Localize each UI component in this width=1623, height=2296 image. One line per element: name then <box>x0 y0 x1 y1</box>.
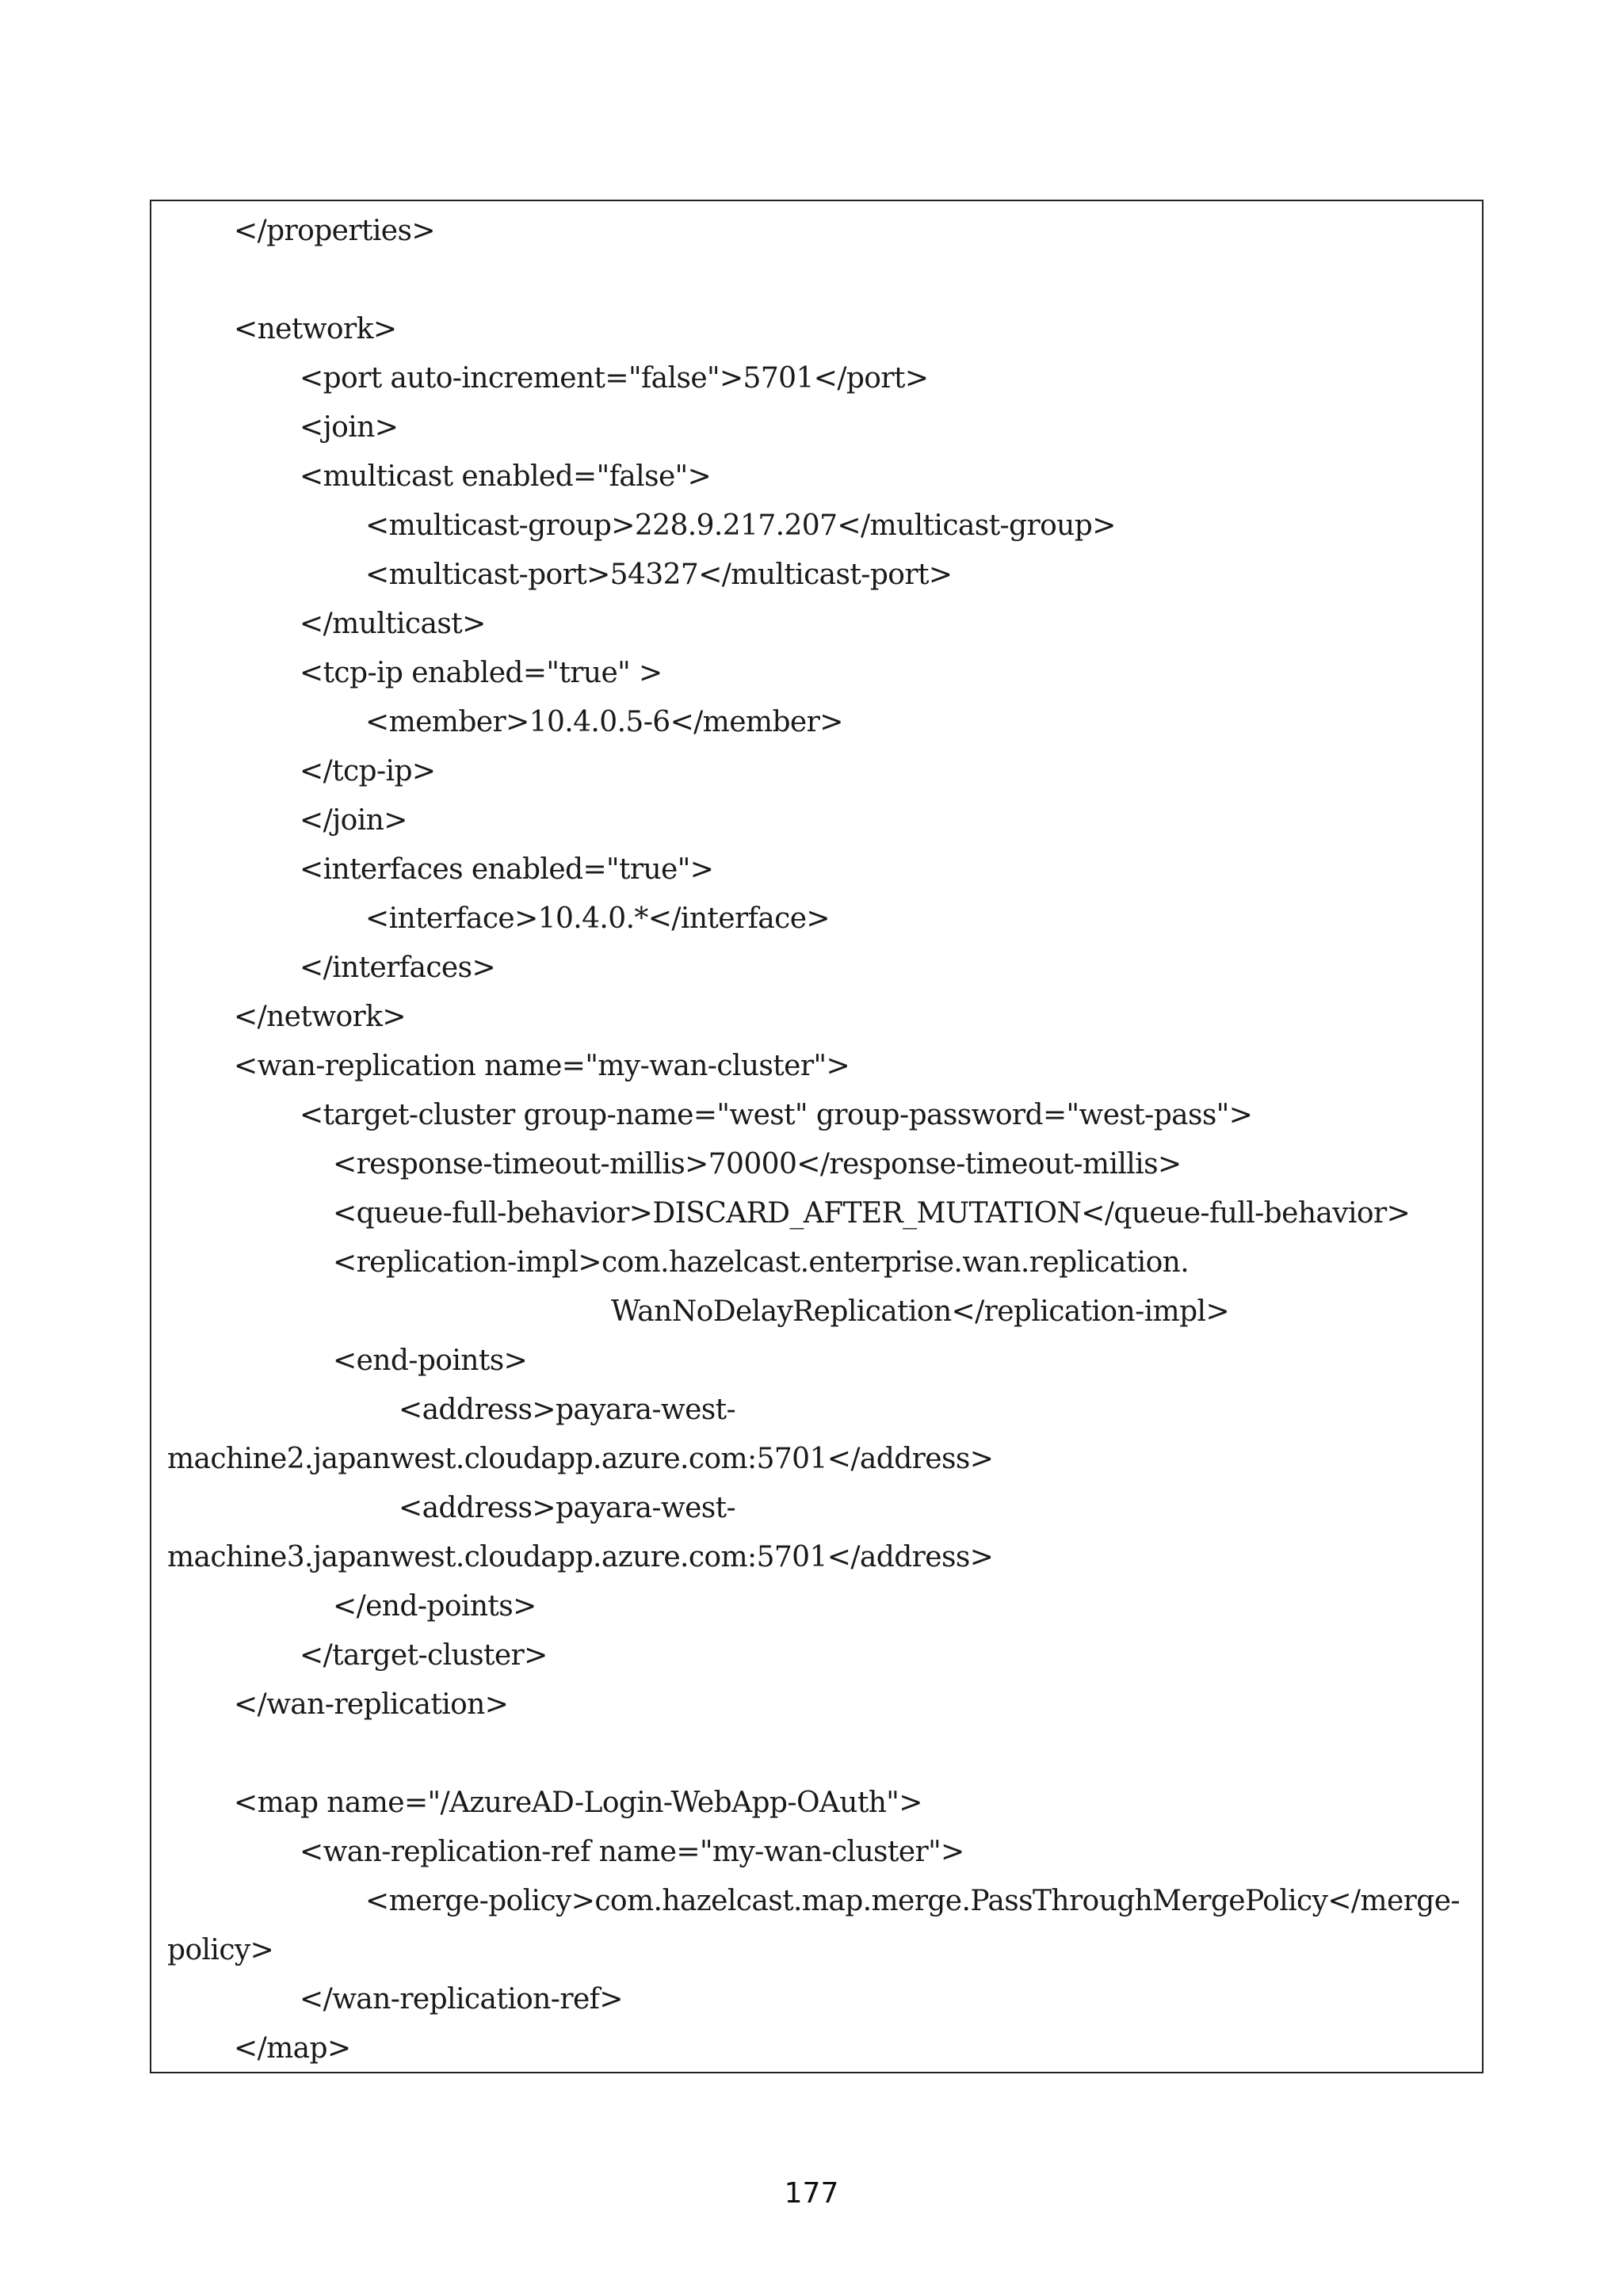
code-line: machine3.japanwest.cloudapp.azure.com:5701</address> <box>167 1541 994 1573</box>
code-line: <map name="/AzureAD-Login-WebApp-OAuth"> <box>234 1787 922 1819</box>
code-line: </network> <box>234 1001 406 1033</box>
code-line: WanNoDelayReplication</replication-impl> <box>611 1295 1230 1328</box>
code-line: </end-points> <box>333 1590 537 1623</box>
code-line: <interfaces enabled="true"> <box>300 853 714 886</box>
code-line: <wan-replication-ref name="my-wan-cluster"> <box>300 1836 964 1868</box>
code-line: <multicast-port>54327</multicast-port> <box>365 559 953 591</box>
code-line: </wan-replication-ref> <box>300 1983 623 2016</box>
page-number: 177 <box>784 2177 839 2210</box>
code-line: machine2.japanwest.cloudapp.azure.com:5701</address> <box>167 1443 994 1475</box>
code-line: </map> <box>234 2032 351 2065</box>
code-line: <network> <box>234 313 397 345</box>
code-line: </interfaces> <box>300 952 496 984</box>
code-line: </join> <box>300 804 407 837</box>
code-line: <wan-replication name="my-wan-cluster"> <box>234 1050 850 1082</box>
code-line: <join> <box>300 411 399 444</box>
code-line: <target-cluster group-name="west" group-password="west-pass"> <box>300 1099 1253 1131</box>
code-line: <tcp-ip enabled="true" > <box>300 657 663 689</box>
code-line: <port auto-increment="false">5701</port> <box>300 362 929 395</box>
code-line: <interface>10.4.0.*</interface> <box>365 902 830 935</box>
code-line: <member>10.4.0.5-6</member> <box>365 706 843 738</box>
code-line: <queue-full-behavior>DISCARD_AFTER_MUTATION</queue-full-behavior> <box>333 1197 1411 1230</box>
code-line: <merge-policy>com.hazelcast.map.merge.PassThroughMergePolicy</merge- <box>365 1885 1460 1917</box>
code-line: </target-cluster> <box>300 1639 548 1672</box>
code-line: <response-timeout-millis>70000</response-timeout-millis> <box>333 1148 1182 1180</box>
code-line: <end-points> <box>333 1344 528 1377</box>
code-line: </multicast> <box>300 608 486 640</box>
code-line: </properties> <box>234 215 435 247</box>
code-listing-box <box>150 200 1484 2073</box>
code-line: <address>payara-west- <box>399 1492 736 1524</box>
code-line: <replication-impl>com.hazelcast.enterprise.wan.replication. <box>333 1246 1190 1279</box>
code-line: <address>payara-west- <box>399 1394 736 1426</box>
code-line: policy> <box>167 1934 274 1966</box>
code-line: </wan-replication> <box>234 1688 509 1721</box>
code-line: <multicast-group>228.9.217.207</multicast-group> <box>365 509 1116 542</box>
code-line: <multicast enabled="false"> <box>300 460 712 493</box>
code-line: </tcp-ip> <box>300 755 436 788</box>
